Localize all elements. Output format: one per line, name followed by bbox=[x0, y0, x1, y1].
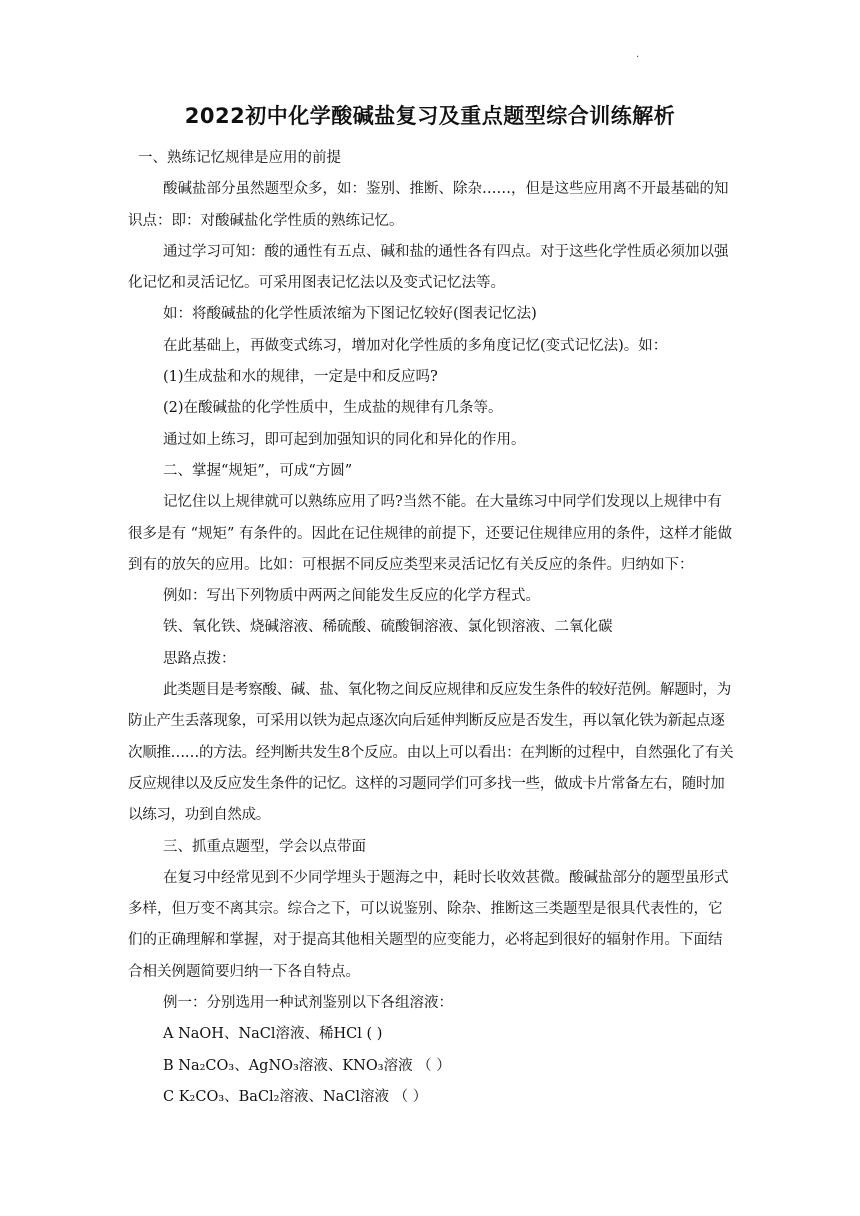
section-heading-2: 二、掌握“规矩”，可成“方圆” bbox=[163, 462, 353, 479]
exercise-option-c: C K₂CO₃、BaCl₂溶液、NaCl溶液 （ ） bbox=[163, 1088, 428, 1105]
paragraph: 记忆住以上规律就可以熟练应用了吗?当然不能。在大量练习中同学们发现以上规律中有很多是有 “规矩” 有条件的。因此在记住规律的前提下，还要记住规律应用的条件，这样才能做到有的放矢的应用。比如：可根据不同反应类型来灵活记忆有关反应的条件。归纳如下： bbox=[128, 494, 733, 573]
section-heading-1: 一、熟练记忆规律是应用的前提 bbox=[138, 150, 341, 166]
list-item: (1)生成盐和水的规律，一定是中和反应吗? bbox=[163, 369, 438, 386]
paragraph: 铁、氧化铁、烧碱溶液、稀硫酸、硫酸铜溶液、氯化钡溶液、二氧化碳 bbox=[163, 619, 613, 636]
list-item: (2)在酸碱盐的化学性质中，生成盐的规律有几条等。 bbox=[163, 400, 503, 417]
paragraph: 此类题目是考察酸、碱、盐、氧化物之间反应规律和反应发生条件的较好范例。解题时，为防止产生丢落现象，可采用以铁为起点逐次向后延伸判断反应是否发生，再以氧化铁为新起点逐次顺推……的方法。经判断共发生8个反应。由以上可以看出：在判断的过程中，自然强化了有关反应规律以及反应发生条件的记忆。这样的习题同学们可多找一些，做成卡片常备左右，随时加以练习，功到自然成。 bbox=[128, 682, 734, 824]
paragraph: 在复习中经常见到不少同学埋头于题海之中，耗时长收效甚微。酸碱盐部分的题型虽形式多样，但万变不离其宗。综合之下，可以说鉴别、除杂、推断这三类题型是很具代表性的，它们的正确理解和掌握，对于提高其他相关题型的应变能力，必将起到很好的辐射作用。下面结合相关例题简要归纳一下各自特点。 bbox=[128, 869, 729, 980]
exercise-option-a: A NaOH、NaCl溶液、稀HCl ( ) bbox=[163, 1026, 383, 1043]
page-mark: · bbox=[636, 52, 640, 63]
paragraph: 例如：写出下列物质中两两之间能发生反应的化学方程式。 bbox=[163, 588, 540, 605]
paragraph: 通过如上练习，即可起到加强知识的同化和异化的作用。 bbox=[163, 431, 526, 448]
paragraph: 如：将酸碱盐的化学性质浓缩为下图记忆较好(图表记忆法) bbox=[163, 306, 537, 323]
exercise-option-b: B Na₂CO₃、AgNO₃溶液、KNO₃溶液 （ ） bbox=[163, 1057, 451, 1074]
paragraph: 思路点拨： bbox=[163, 650, 236, 667]
paragraph: 例一：分别选用一种试剂鉴别以下各组溶液： bbox=[163, 995, 453, 1012]
document-body bbox=[128, 143, 736, 1113]
section-heading-3: 三、抓重点题型，学会以点带面 bbox=[163, 838, 366, 855]
paragraph: 酸碱盐部分虽然题型众多，如：鉴别、推断、除杂……，但是这些应用离不开最基础的知识点：即：对酸碱盐化学性质的熟练记忆。 bbox=[128, 181, 729, 229]
paragraph: 通过学习可知：酸的通性有五点、碱和盐的通性各有四点。对于这些化学性质必须加以强化记忆和灵活记忆。可采用图表记忆法以及变式记忆法等。 bbox=[128, 243, 729, 292]
document-title: 2022初中化学酸碱盐复习及重点题型综合训练解析 bbox=[184, 104, 676, 128]
paragraph: 在此基础上，再做变式练习，增加对化学性质的多角度记忆(变式记忆法)。如： bbox=[163, 337, 668, 354]
